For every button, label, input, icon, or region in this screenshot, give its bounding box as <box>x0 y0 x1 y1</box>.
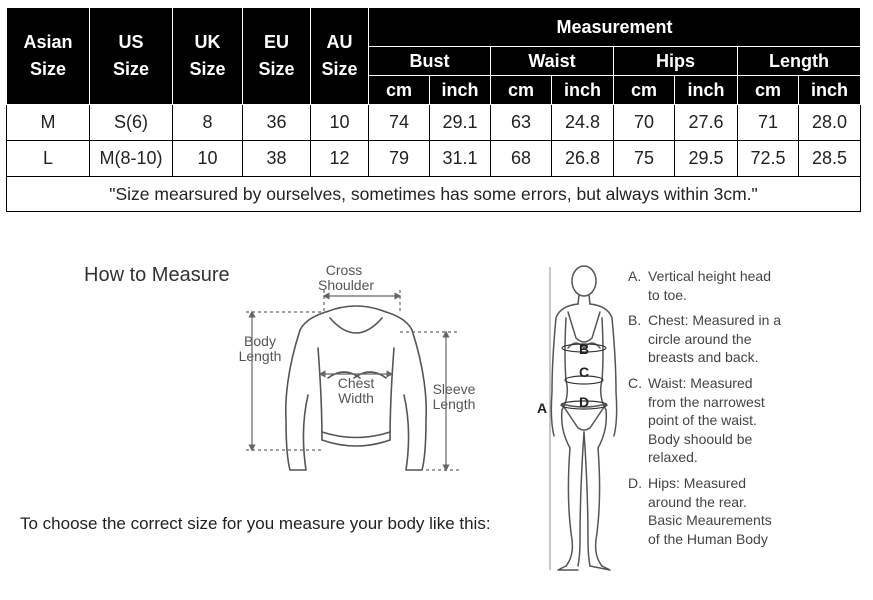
chest-width-label: Chest Width <box>337 375 375 406</box>
header-unit: cm <box>614 76 675 105</box>
header-unit: inch <box>799 76 861 105</box>
table-cell: 28.5 <box>799 141 861 177</box>
table-row <box>7 105 861 141</box>
table-cell: 68 <box>491 141 552 177</box>
table-cell: 38 <box>243 141 311 177</box>
body-length-label: Body Length <box>238 333 282 364</box>
table-cell: 24.8 <box>552 105 614 141</box>
how-to-measure-title: How to Measure <box>84 264 230 286</box>
header-unit: inch <box>430 76 491 105</box>
figure-letter-d: D <box>579 394 590 410</box>
table-cell: 26.8 <box>552 141 614 177</box>
figure-letter-b: B <box>579 341 590 357</box>
size-note: "Size mearsured by ourselves, sometimes has some errors, but always within 3cm." <box>7 177 861 212</box>
header-unit: cm <box>491 76 552 105</box>
sleeve-length-label: Sleeve Length <box>432 381 476 412</box>
table-cell: 79 <box>369 141 430 177</box>
header-au-size: AU Size <box>311 8 369 105</box>
step-a: A. Vertical height head to toe. <box>628 268 771 303</box>
header-length: Length <box>738 47 861 76</box>
choose-size-instruction: To choose the correct size for you measure your body like this: <box>20 514 491 533</box>
table-cell: 31.1 <box>430 141 491 177</box>
table-cell: 71 <box>738 105 799 141</box>
header-unit: inch <box>675 76 738 105</box>
table-cell: S(6) <box>90 105 173 141</box>
header-bust: Bust <box>369 47 491 76</box>
cross-shoulder-label: Cross Shoulder <box>318 262 375 293</box>
table-cell: 74 <box>369 105 430 141</box>
header-hips: Hips <box>614 47 738 76</box>
header-asian-size: Asian Size <box>7 8 90 105</box>
table-row <box>7 141 861 177</box>
table-cell: 36 <box>243 105 311 141</box>
figure-letter-a: A <box>537 400 548 416</box>
table-cell: 72.5 <box>738 141 799 177</box>
header-us-size: US Size <box>90 8 173 105</box>
table-cell: 8 <box>173 105 243 141</box>
header-unit: cm <box>738 76 799 105</box>
table-cell: 10 <box>311 105 369 141</box>
table-cell: 27.6 <box>675 105 738 141</box>
table-cell: 28.0 <box>799 105 861 141</box>
header-eu-size: EU Size <box>243 8 311 105</box>
header-unit: inch <box>552 76 614 105</box>
table-cell: 63 <box>491 105 552 141</box>
header-uk-size: UK Size <box>173 8 243 105</box>
table-cell: 29.5 <box>675 141 738 177</box>
table-cell: M <box>7 105 90 141</box>
step-b: B. Chest: Measured in a circle around the breasts and back. <box>628 312 782 366</box>
step-c: C. Waist: Measured from the narrowest point of the waist. Body shoould be relaxed. <box>628 374 765 466</box>
table-cell: L <box>7 141 90 177</box>
step-d: D. Hips: Measured around the rear. Basic Meaurements of the Human Body <box>628 474 772 547</box>
size-chart-table <box>6 7 861 212</box>
measurement-steps <box>628 267 868 555</box>
table-cell: 10 <box>173 141 243 177</box>
figure-letter-c: C <box>579 364 590 380</box>
header-unit: cm <box>369 76 430 105</box>
table-cell: 29.1 <box>430 105 491 141</box>
header-waist: Waist <box>491 47 614 76</box>
table-cell: M(8-10) <box>90 141 173 177</box>
table-cell: 75 <box>614 141 675 177</box>
table-cell: 70 <box>614 105 675 141</box>
header-measurement: Measurement <box>369 8 861 47</box>
table-cell: 12 <box>311 141 369 177</box>
